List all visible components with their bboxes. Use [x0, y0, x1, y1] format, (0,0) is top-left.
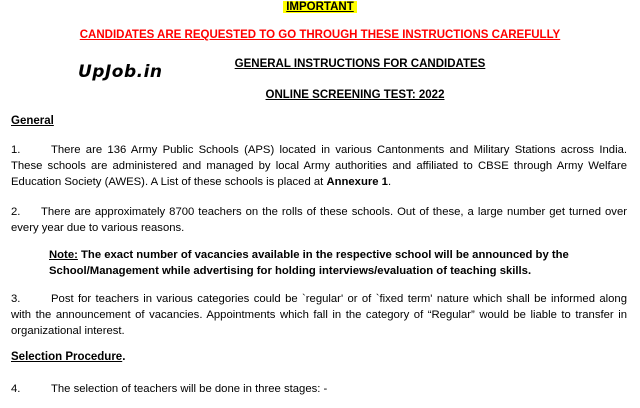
paragraph-1-text: There are 136 Army Public Schools (APS) located in various Cantonments and Military Stations across India. These schools are administered and managed by local Army authorities and affiliated to CBSE through Army Welfare Education Society (AWES). A List of these schools is placed at [11, 144, 627, 188]
note-label: Note: [49, 249, 78, 261]
general-instructions-text: GENERAL INSTRUCTIONS FOR CANDIDATES [234, 58, 486, 70]
annexure-1-ref: Annexure 1 [326, 176, 388, 188]
paragraph-2 [11, 204, 627, 236]
paragraph-4-number: 4. [11, 383, 21, 395]
selection-procedure-text: Selection Procedure [11, 351, 123, 363]
paragraph-3 [11, 291, 627, 339]
paragraph-2-text: There are approximately 8700 teachers on the rolls of these schools. Out of these, a large number get turned over every year due to various reasons. [11, 206, 627, 234]
paragraph-1 [11, 142, 627, 190]
paragraph-1-number: 1. [11, 144, 21, 156]
general-heading: General [11, 115, 54, 127]
paragraph-3-number: 3. [11, 293, 21, 305]
screening-test-text: ONLINE SCREENING TEST: 2022 [265, 89, 445, 101]
watermark-logo: UpJob.in [78, 62, 163, 82]
important-label: IMPORTANT [283, 1, 357, 13]
selection-procedure-period: . [122, 351, 126, 363]
general-instructions-title [80, 57, 640, 71]
paragraph-4 [11, 381, 627, 397]
candidates-notice-text: CANDIDATES ARE REQUESTED TO GO THROUGH THESE INSTRUCTIONS CAREFULLY [79, 29, 561, 41]
selection-procedure-heading [11, 351, 125, 363]
important-heading [0, 0, 640, 14]
paragraph-1-end: . [387, 176, 392, 188]
screening-test-title [75, 88, 635, 102]
paragraph-4-text: The selection of teachers will be done in three stages: - [51, 383, 328, 395]
note-text: The exact number of vacancies available in the respective school will be announced by the School/Management while advertising for holding interviews/evaluation of teaching skills. [49, 249, 569, 277]
vacancy-note [49, 247, 615, 279]
paragraph-3-text: Post for teachers in various categories could be `regular' or of `fixed term' nature which shall be informed along with the announcement of vacancies. Appointments which fall in the category of “Regular” would be liable to transfer in organizational interest. [11, 293, 627, 337]
candidates-notice [0, 28, 640, 42]
paragraph-2-number: 2. [11, 206, 21, 218]
